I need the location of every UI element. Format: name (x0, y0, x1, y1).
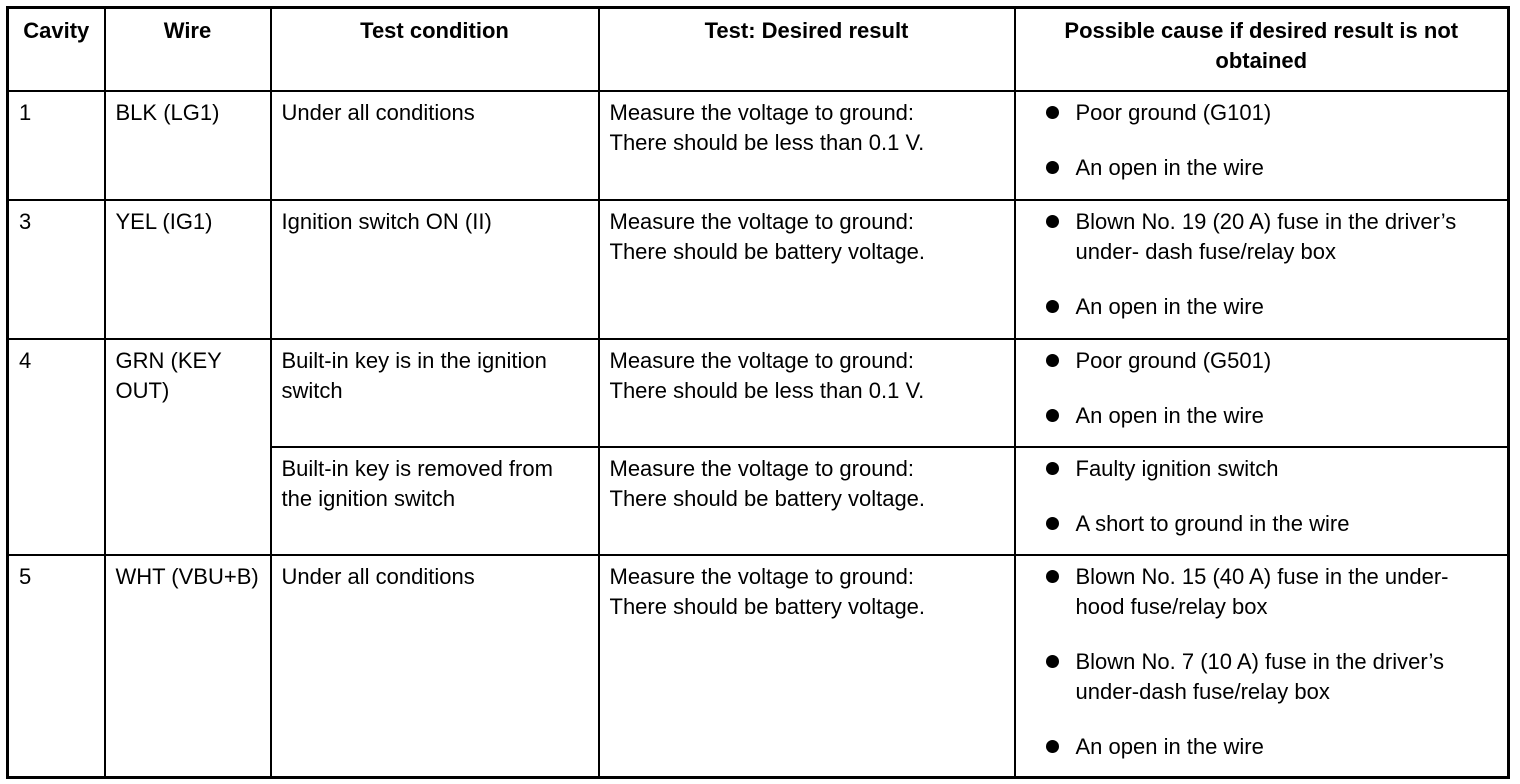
header-row (8, 8, 1509, 91)
cause-text: A short to ground in the wire (1075, 510, 1350, 536)
result-line: There should be less than 0.1 V. (609, 129, 925, 155)
result-line: Measure the voltage to ground: (609, 347, 915, 373)
cause-cell (1015, 555, 1509, 778)
cause-text: An open in the wire (1075, 154, 1264, 180)
table-row (8, 339, 1509, 447)
result-cell (599, 91, 1015, 200)
header-possible-cause: Possible cause if desired result is not obtained (1015, 8, 1509, 91)
cause-list (1026, 346, 1498, 431)
bullet-icon (1046, 409, 1059, 422)
cause-item (1026, 732, 1498, 762)
result-line: Measure the voltage to ground: (609, 455, 915, 481)
cause-cell (1015, 447, 1509, 555)
cause-text: Blown No. 15 (40 A) fuse in the under-hood fuse/relay box (1075, 563, 1449, 619)
cause-item (1026, 292, 1498, 322)
table-row (8, 200, 1509, 339)
bullet-icon (1046, 106, 1059, 119)
cause-cell (1015, 200, 1509, 339)
cause-list (1026, 98, 1498, 183)
cause-cell (1015, 91, 1509, 200)
cavity-cell: 3 (8, 200, 105, 339)
cause-item (1026, 98, 1498, 128)
header-cavity: Cavity (8, 8, 105, 91)
wire-cell: GRN (KEY OUT) (105, 339, 271, 555)
cause-text: An open in the wire (1075, 402, 1264, 428)
result-line: There should be battery voltage. (609, 485, 926, 511)
cause-cell (1015, 339, 1509, 447)
cause-item (1026, 207, 1498, 267)
bullet-icon (1046, 215, 1059, 228)
cause-text: An open in the wire (1075, 293, 1264, 319)
cause-text: Poor ground (G501) (1075, 347, 1272, 373)
header-wire: Wire (105, 8, 271, 91)
result-line: There should be battery voltage. (609, 593, 926, 619)
bullet-icon (1046, 462, 1059, 475)
result-line: Measure the voltage to ground: (609, 99, 915, 125)
header-desired-result: Test: Desired result (599, 8, 1015, 91)
result-cell (599, 339, 1015, 447)
cause-text: Poor ground (G101) (1075, 99, 1272, 125)
cause-item (1026, 509, 1498, 539)
cause-item (1026, 346, 1498, 376)
wire-cell: BLK (LG1) (105, 91, 271, 200)
cause-item (1026, 647, 1498, 707)
cavity-cell: 5 (8, 555, 105, 778)
bullet-icon (1046, 300, 1059, 313)
wire-cell: YEL (IG1) (105, 200, 271, 339)
cause-text: Faulty ignition switch (1075, 455, 1279, 481)
cause-list (1026, 454, 1498, 539)
bullet-icon (1046, 517, 1059, 530)
cause-item (1026, 454, 1498, 484)
bullet-icon (1046, 354, 1059, 367)
result-cell (599, 447, 1015, 555)
cause-text: Blown No. 7 (10 A) fuse in the driver’s under-dash fuse/relay box (1075, 648, 1444, 704)
result-cell (599, 555, 1015, 778)
cause-text: An open in the wire (1075, 733, 1264, 759)
cavity-cell: 1 (8, 91, 105, 200)
condition-cell: Under all conditions (271, 91, 599, 200)
bullet-icon (1046, 161, 1059, 174)
bullet-icon (1046, 655, 1059, 668)
condition-cell: Built-in key is removed from the ignition switch (271, 447, 599, 555)
result-line: Measure the voltage to ground: (609, 208, 915, 234)
result-cell (599, 200, 1015, 339)
result-line: Measure the voltage to ground: (609, 563, 915, 589)
cause-item (1026, 153, 1498, 183)
cause-text: Blown No. 19 (20 A) fuse in the driver’s under- dash fuse/relay box (1075, 208, 1457, 264)
condition-cell: Built-in key is in the ignition switch (271, 339, 599, 447)
cavity-cell: 4 (8, 339, 105, 555)
result-line: There should be battery voltage. (609, 238, 926, 264)
condition-cell: Under all conditions (271, 555, 599, 778)
condition-cell: Ignition switch ON (II) (271, 200, 599, 339)
result-line: There should be less than 0.1 V. (609, 377, 925, 403)
bullet-icon (1046, 740, 1059, 753)
table-row (8, 91, 1509, 200)
connector-test-table (6, 6, 1510, 779)
header-test-condition: Test condition (271, 8, 599, 91)
cause-list (1026, 562, 1498, 762)
table-row (8, 555, 1509, 778)
bullet-icon (1046, 570, 1059, 583)
cause-item (1026, 562, 1498, 622)
wire-cell: WHT (VBU+B) (105, 555, 271, 778)
cause-item (1026, 401, 1498, 431)
cause-list (1026, 207, 1498, 322)
